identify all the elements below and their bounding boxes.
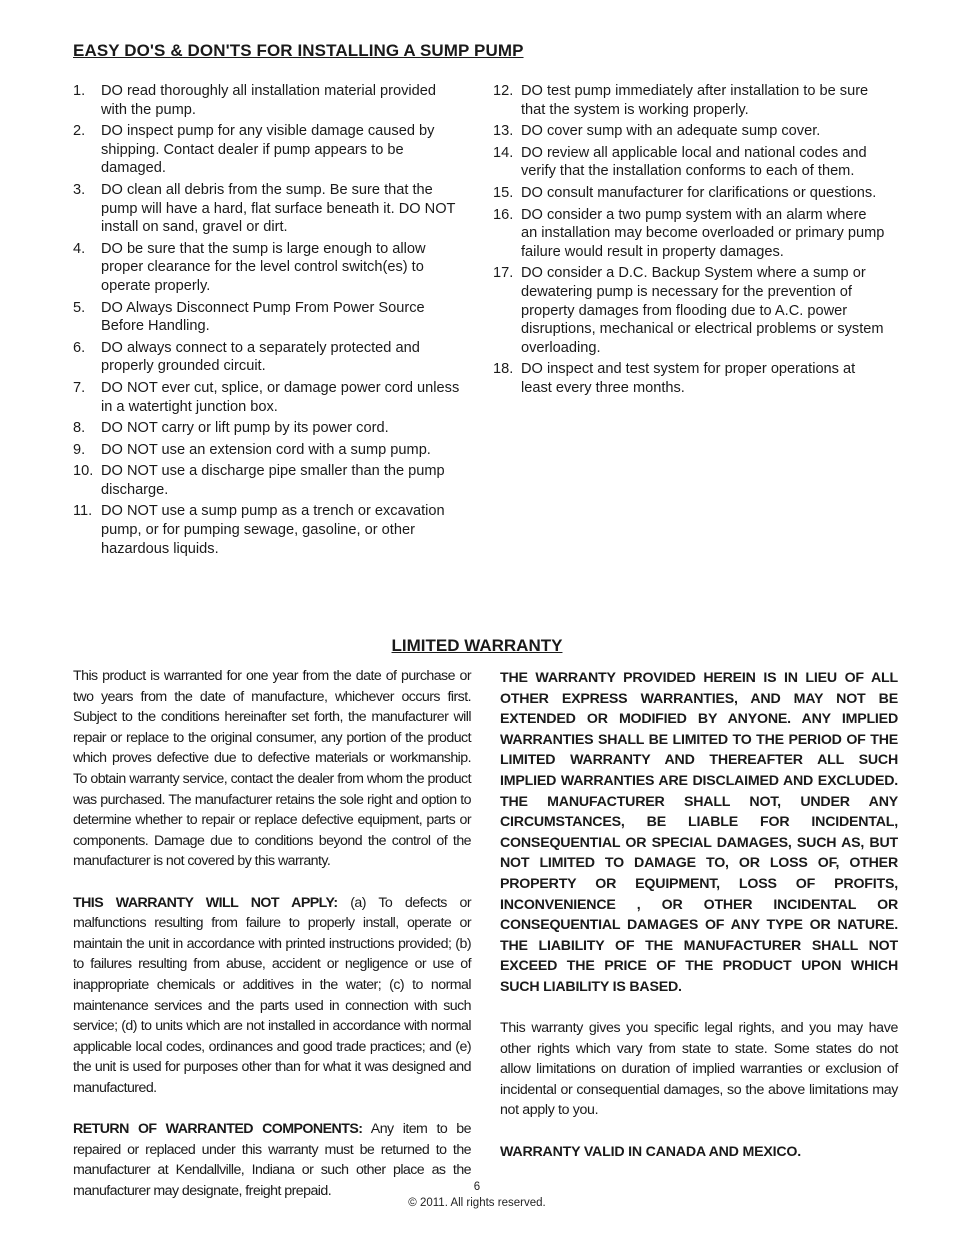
list-item: [493, 184, 885, 203]
list-item: [73, 419, 465, 438]
warranty-rights: This warranty gives you specific legal rights, and you may have other rights which vary from state to state. Some states do not allow limitations on duration of implied warranties or exclusion of incidental or consequential damages, so the above limitations may not apply to you.: [500, 1020, 898, 1119]
install-section-title: EASY DO'S & DON'TS FOR INSTALLING A SUMP PUMP: [73, 41, 524, 60]
item-text: DO consult manufacturer for clarifications or questions.: [521, 184, 877, 201]
item-number: 17.: [493, 265, 514, 282]
item-text: DO inspect pump for any visible damage caused by shipping. Contact dealer if pump appears to be damaged.: [101, 123, 435, 177]
warranty-not-apply: [73, 893, 471, 1099]
item-number: 14.: [493, 144, 514, 161]
list-item: [73, 122, 465, 178]
item-text: DO Always Disconnect Pump From Power Source Before Handling.: [101, 299, 425, 335]
list-item: [493, 206, 885, 262]
not-apply-heading: THIS WARRANTY WILL NOT APPLY:: [73, 894, 338, 911]
item-text: DO read thoroughly all installation material provided with the pump.: [101, 83, 437, 118]
list-item: [73, 181, 465, 237]
item-text: DO inspect and test system for proper operations at least every three months.: [521, 361, 856, 396]
item-number: 2.: [73, 123, 86, 140]
item-text: DO clean all debris from the sump. Be sure that the pump will have a hard, flat surface beneath it. DO NOT install on sand, gravel or dirt.: [101, 181, 456, 236]
item-text: DO test pump immediately after installation to be sure that the system is working properly.: [521, 83, 869, 118]
warranty-title-text: LIMITED WARRANTY: [391, 636, 563, 655]
warranty-right-column: [500, 668, 898, 1183]
item-number: 1.: [73, 83, 86, 99]
list-item: [73, 462, 465, 499]
item-text: DO review all applicable local and national codes and verify that the installation conforms to each of them.: [521, 144, 867, 180]
item-number: 9.: [73, 441, 86, 458]
item-number: 12.: [493, 83, 514, 99]
item-text: DO consider a D.C. Backup System where a sump or dewatering pump is necessary for the prevention of property damages from flooding due to A.C. power disruptions, mechanical or electrical problems or system overloading.: [521, 265, 884, 356]
warranty-intro: This product is warranted for one year from the date of purchase or two years from the date of manufacture, whichever occurs first. Subject to the conditions hereinafter set forth, the manufacturer will repair or replace to the original consumer, any portion of the product which proves defective due to defective materials or workmanship. To obtain warranty service, contact the dealer from whom the product was purchased. The manufacturer retains the sole right and option to determine whether to repair or replace defective equipment, parts or components. Damage due to conditions beyond the control of the manufacturer is not covered by this warranty.: [73, 668, 471, 870]
item-text: DO NOT carry or lift pump by its power cord.: [101, 420, 389, 437]
return-heading: RETURN OF WARRANTED COMPONENTS:: [73, 1121, 363, 1138]
item-number: 5.: [73, 299, 86, 316]
item-number: 11.: [73, 503, 93, 520]
item-number: 7.: [73, 379, 86, 396]
warranty-left-column: [73, 666, 471, 1222]
warranty-title: [0, 636, 954, 656]
item-number: 6.: [73, 339, 86, 356]
list-item: [73, 441, 465, 460]
item-number: 13.: [493, 123, 514, 140]
item-number: 15.: [493, 184, 514, 201]
list-item: [493, 360, 885, 397]
item-number: 3.: [73, 181, 86, 198]
list-item: [73, 379, 465, 416]
page-number: 6: [473, 1181, 481, 1193]
list-item: [73, 299, 465, 336]
item-text: DO be sure that the sump is large enough to allow proper clearance for the level control switch(es) to operate properly.: [101, 240, 426, 294]
list-item: [73, 339, 465, 376]
warranty-valid: WARRANTY VALID IN CANADA AND MEXICO.: [500, 1143, 801, 1160]
list-item: [493, 264, 885, 357]
not-apply-text: (a) To defects or malfunctions resulting from failure to properly install, operate or maintain the unit in accordance with printed instructions provided; (b) to failures resulting from abuse, accident or negligence or use of inappropriate chemicals or additives in the water; (c) to normal maintenance services and the parts used in connection with such service; (d) to units which are not installed in accordance with normal applicable local codes, ordinances and good trade practices; and (e) the unit is used for purposes other than for what it was designed and manufactured.: [73, 894, 472, 1096]
return-text: Any item to be repaired or replaced under this warranty must be returned to the manufacturer at Kendallville, Indiana or such other place as the manufacturer may designate, freight prepaid.: [73, 1121, 471, 1199]
list-item: [73, 502, 465, 558]
install-list-right: [493, 82, 885, 401]
item-number: 16.: [493, 206, 514, 223]
item-number: 18.: [493, 361, 514, 378]
list-item: [493, 122, 885, 141]
item-text: DO cover sump with an adequate sump cover.: [521, 123, 821, 140]
copyright-notice: © 2011. All rights reserved.: [408, 1197, 546, 1209]
list-item: [493, 144, 885, 181]
item-number: 4.: [73, 240, 86, 257]
list-item: [73, 82, 465, 119]
item-text: DO NOT ever cut, splice, or damage power cord unless in a watertight junction box.: [101, 379, 460, 415]
item-text: DO NOT use a sump pump as a trench or excavation pump, or for pumping sewage, gasoline, or other hazardous liquids.: [101, 503, 445, 557]
install-list-left: [73, 82, 465, 561]
item-text: DO NOT use a discharge pipe smaller than the pump discharge.: [101, 463, 445, 498]
item-number: 10.: [73, 463, 94, 480]
item-number: 8.: [73, 420, 86, 437]
warranty-disclaimer: THE WARRANTY PROVIDED HEREIN IS IN LIEU OF ALL OTHER EXPRESS WARRANTIES, AND MAY NOT BE EXTENDED OR MODIFIED BY ANYONE. ANY IMPLIED WARRANTIES SHALL BE LIMITED TO THE PERIOD OF THE LIMITED WARRANTY AND THEREAFTER ALL SUCH IMPLIED WARRANTIES ARE DISCLAIMED AND EXCLUDED. THE MANUFACTURER SHALL NOT, UNDER ANY CIRCUMSTANCES, BE LIABLE FOR INCIDENTAL, CONSEQUENTIAL OR SPECIAL DAMAGES, SUCH AS, BUT NOT LIMITED TO DAMAGE TO, OR LOSS OF, OTHER PROPERTY OR EQUIPMENT, LOSS OF PROFITS, INCONVENIENCE , OR OTHER INCIDENTAL OR CONSEQUENTIAL DAMAGES OF ANY TYPE OR NATURE. THE LIABILITY OF THE MANUFACTURER SHALL NOT EXCEED THE PRICE OF THE PRODUCT UPON WHICH SUCH LIABILITY IS BASED.: [500, 670, 898, 995]
list-item: [493, 82, 885, 119]
list-item: [73, 240, 465, 296]
item-text: DO NOT use an extension cord with a sump pump.: [101, 441, 431, 458]
item-text: DO always connect to a separately protected and properly grounded circuit.: [101, 339, 420, 375]
item-text: DO consider a two pump system with an alarm where an installation may become overloaded or primary pump failure would result in property damages.: [521, 206, 885, 260]
